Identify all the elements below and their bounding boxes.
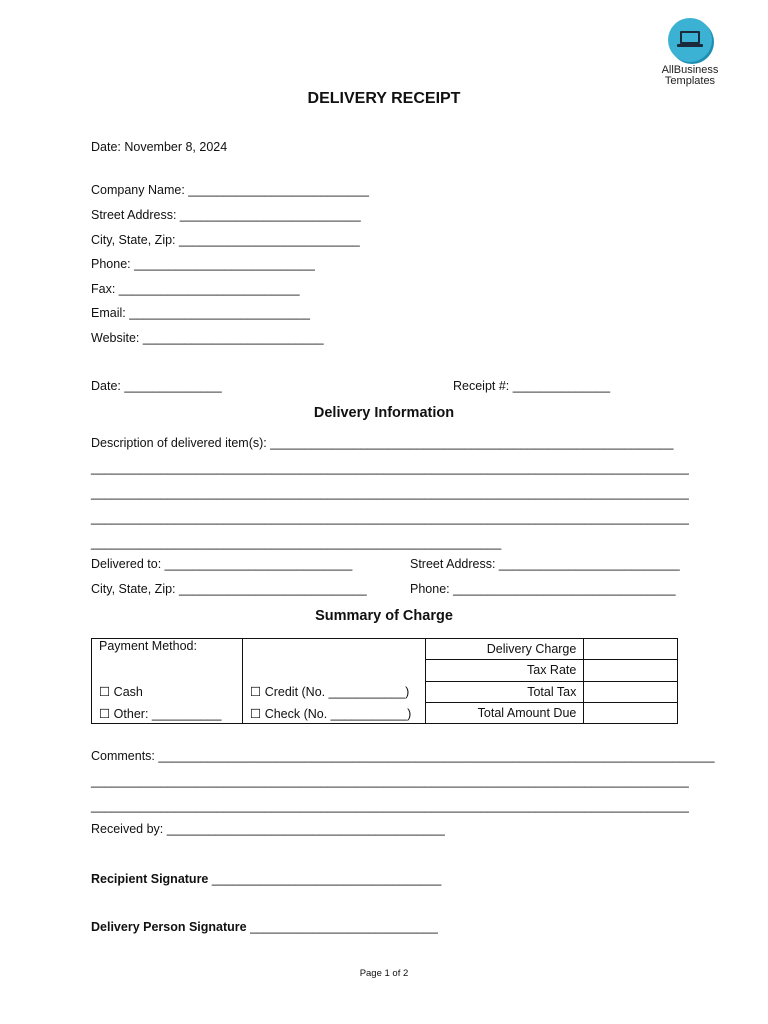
recipient-signature-line[interactable]: _________________________________ <box>211 872 442 886</box>
tax-rate-label: Tax Rate <box>426 660 584 681</box>
delivery-charge-value[interactable] <box>584 639 678 660</box>
cash-checkbox[interactable]: ☐ Cash <box>99 685 143 699</box>
tax-rate-value[interactable] <box>584 660 678 681</box>
delivery-information-heading: Delivery Information <box>313 405 455 421</box>
delivered-to-field[interactable]: Delivered to: ___________________________ <box>91 557 353 571</box>
date-field[interactable]: Date: ______________ <box>91 379 222 393</box>
delivery-charge-label: Delivery Charge <box>426 639 584 660</box>
payment-method-label: Payment Method: <box>99 639 197 653</box>
logo-text-line1: AllBusiness <box>661 64 719 76</box>
delivery-person-signature-field[interactable] <box>91 921 438 934</box>
total-tax-label: Total Tax <box>426 681 584 702</box>
laptop-icon <box>668 18 712 62</box>
description-line[interactable]: ______________________________________________________________________________________ <box>91 486 689 500</box>
comments-field[interactable]: Comments: ________________________________________________________________________________ <box>91 749 715 763</box>
delivery-person-signature-label: Delivery Person Signature <box>91 920 247 934</box>
recipient-signature-label: Recipient Signature <box>91 872 209 886</box>
description-line[interactable]: ______________________________________________________________________________________ <box>91 511 689 525</box>
fax-field[interactable]: Fax: __________________________ <box>91 282 300 296</box>
recipient-signature-field[interactable] <box>91 873 441 886</box>
brand-logo <box>655 18 725 87</box>
comments-line[interactable]: ______________________________________________________________________________________ <box>91 774 689 788</box>
check-checkbox[interactable]: ☐ Check (No. ___________) <box>250 707 412 721</box>
company-name-field[interactable]: Company Name: __________________________ <box>91 183 370 197</box>
description-line[interactable]: ___________________________________________________________ <box>91 536 502 550</box>
page-title: DELIVERY RECEIPT <box>307 90 461 107</box>
street-address-field[interactable]: Street Address: __________________________ <box>91 208 361 222</box>
description-field[interactable]: Description of delivered item(s): __________________________________________________________ <box>91 436 674 450</box>
description-line[interactable]: ______________________________________________________________________________________ <box>91 461 689 475</box>
city-state-zip-field[interactable]: City, State, Zip: __________________________ <box>91 233 360 247</box>
delivery-person-signature-line[interactable]: ___________________________ <box>250 920 438 934</box>
delivery-city-state-zip-field[interactable]: City, State, Zip: ___________________________ <box>91 582 367 596</box>
logo-text-line2: Templates <box>664 75 716 87</box>
receipt-number-field[interactable]: Receipt #: ______________ <box>453 379 611 393</box>
other-checkbox[interactable]: ☐ Other: __________ <box>99 707 222 721</box>
summary-of-charge-heading: Summary of Charge <box>315 608 453 624</box>
total-amount-due-value[interactable] <box>584 702 678 723</box>
total-amount-due-label: Total Amount Due <box>426 702 584 723</box>
comments-line[interactable]: ______________________________________________________________________________________ <box>91 799 689 813</box>
charges-table <box>91 638 678 724</box>
credit-checkbox[interactable]: ☐ Credit (No. ___________) <box>250 685 410 699</box>
received-by-field[interactable]: Received by: ________________________________________ <box>91 822 445 836</box>
page-number: Page 1 of 2 <box>359 968 409 979</box>
delivery-phone-field[interactable]: Phone: ________________________________ <box>410 582 676 596</box>
email-field[interactable]: Email: __________________________ <box>91 306 310 320</box>
total-tax-value[interactable] <box>584 681 678 702</box>
date-line: Date: November 8, 2024 <box>91 140 228 154</box>
phone-field[interactable]: Phone: __________________________ <box>91 257 315 271</box>
payment-method-cell <box>92 639 243 724</box>
payment-type-cell <box>243 639 426 724</box>
website-field[interactable]: Website: __________________________ <box>91 331 324 345</box>
delivery-street-address-field[interactable]: Street Address: __________________________ <box>410 557 680 571</box>
